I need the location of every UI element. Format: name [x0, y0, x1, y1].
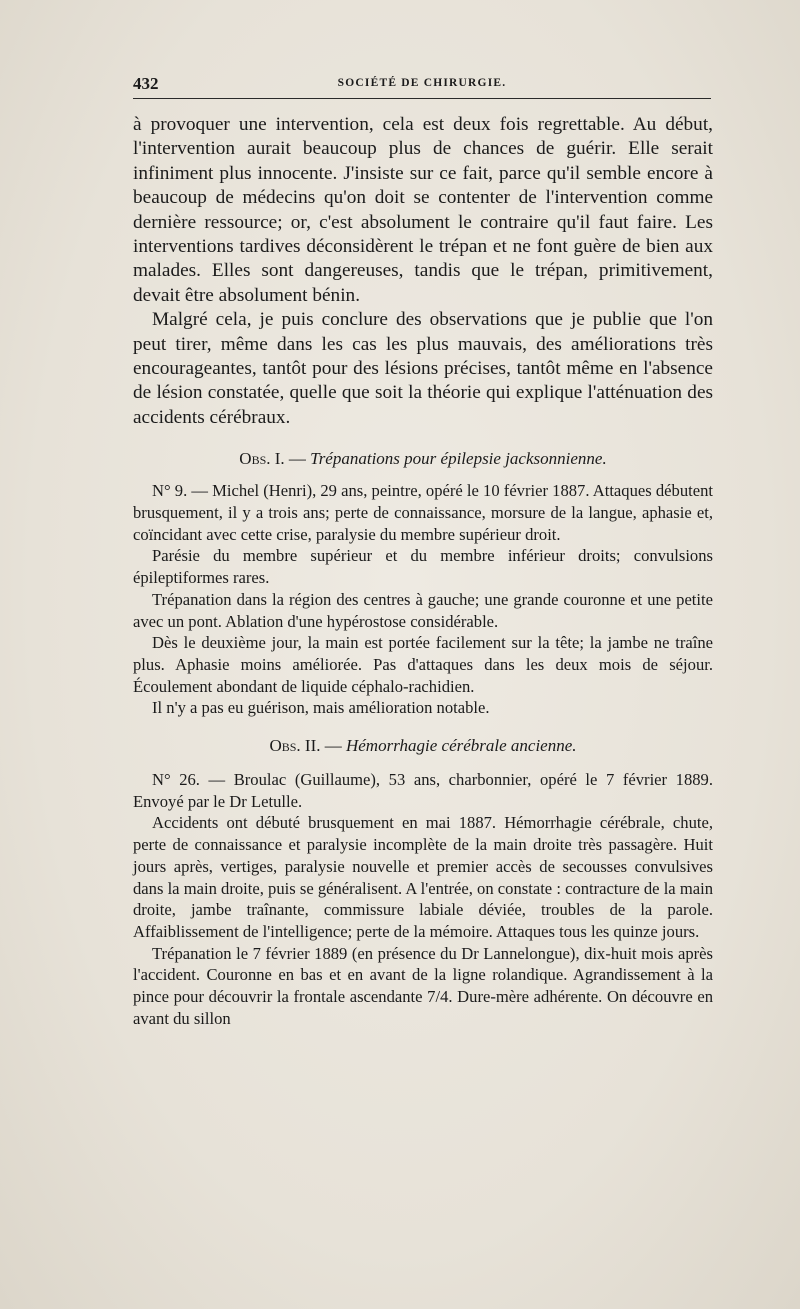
obs-1-title: Trépanations pour épilepsie jacksonnienne. [310, 449, 607, 469]
obs-2-label: Obs. II. — [269, 736, 342, 756]
obs-1-paragraph-3: Trépanation dans la région des centres à gauche; une grande couronne et une petite avec un pont. Ablation d'une hypérostose considérable. [133, 589, 713, 631]
obs-2-paragraph-2: Accidents ont débuté brusquement en mai 1887. Hémorrhagie cérébrale, chute, perte de connaissance et paralysie incomplète de la main droite très passagère. Huit jours après, vertiges, paralysie nouvelle et premier accès de secousses convulsives dans la main droite, puis se généralisent. A l'entrée, on constate : contracture de la main droite, jambe traînante, commissure labiale déviée, troubles de la parole. Affaiblissement de l'intelligence; perte de la mémoire. Attaques tous les quinze jours. [133, 813, 713, 941]
obs-1-paragraph-4: Dès le deuxième jour, la main est portée facilement sur la tête; la jambe ne traîne plus. Aphasie moins améliorée. Pas d'attaques dans les deux mois de séjour. Écoulement abondant de liquide céphalo-rachidien. [133, 633, 713, 696]
running-head: SOCIÉTÉ DE CHIRURGIE. [337, 77, 507, 89]
obs-1-paragraph-5: Il n'y a pas eu guérison, mais amélioration notable. [152, 698, 490, 718]
obs-1-paragraph-1: N° 9. — Michel (Henri), 29 ans, peintre, opéré le 10 février 1887. Attaques débutent brusquement, il y a trois ans; perte de connaissance, morsure de la langue, aphasie et, coïncidant avec cette crise, paralysie du membre supérieur droit. [133, 481, 713, 544]
page-number: 432 [133, 74, 159, 93]
header-rule [133, 98, 711, 99]
obs-2-section [133, 769, 713, 1029]
body-text [133, 113, 713, 1029]
intro-section [133, 113, 713, 430]
obs-1-section [133, 480, 713, 719]
obs-1-label: Obs. I. — [239, 449, 306, 469]
obs-1-paragraph-2: Parésie du membre supérieur et du membre inférieur droits; convulsions épileptiformes rares. [133, 546, 713, 588]
obs-2-paragraph-1: N° 26. — Broulac (Guillaume), 53 ans, charbonnier, opéré le 7 février 1889. Envoyé par le Dr Letulle. [133, 770, 713, 811]
obs-2-heading [133, 735, 713, 757]
obs-2-title: Hémorrhagie cérébrale ancienne. [345, 736, 577, 756]
intro-paragraph-1: à provoquer une intervention, cela est deux fois regrettable. Au début, l'intervention aurait beaucoup plus de chances de guérir. Elle serait infiniment plus innocente. J'insiste sur ce fait, parce qu'il semble encore à beaucoup de médecins qu'on doit se contenter de l'intervention comme dernière ressource; or, c'est absolument le contraire qu'il faut faire. Les interventions tardives déconsidèrent le trépan et ne font guère de bien aux malades. Elles sont dangereuses, tandis que le trépan, primitivement, devait être absolument bénin. [133, 114, 713, 306]
obs-1-heading [133, 448, 713, 470]
page-header [133, 74, 711, 96]
intro-paragraph-2: Malgré cela, je puis conclure des observations que je publie que l'on peut tirer, même dans les cas les plus mauvais, des améliorations très encourageantes, tantôt pour des lésions précises, tantôt même en l'absence de lésion constatée, quelle que soit la théorie qui explique l'atténuation des accidents cérébraux. [133, 309, 713, 428]
obs-2-paragraph-3: Trépanation le 7 février 1889 (en présence du Dr Lannelongue), dix-huit mois après l'accident. Couronne en bas et en avant de la ligne rolandique. Agrandissement à la pince pour découvrir la frontale ascendante 7/4. Dure-mère adhérente. On découvre en avant du sillon [133, 943, 713, 1028]
